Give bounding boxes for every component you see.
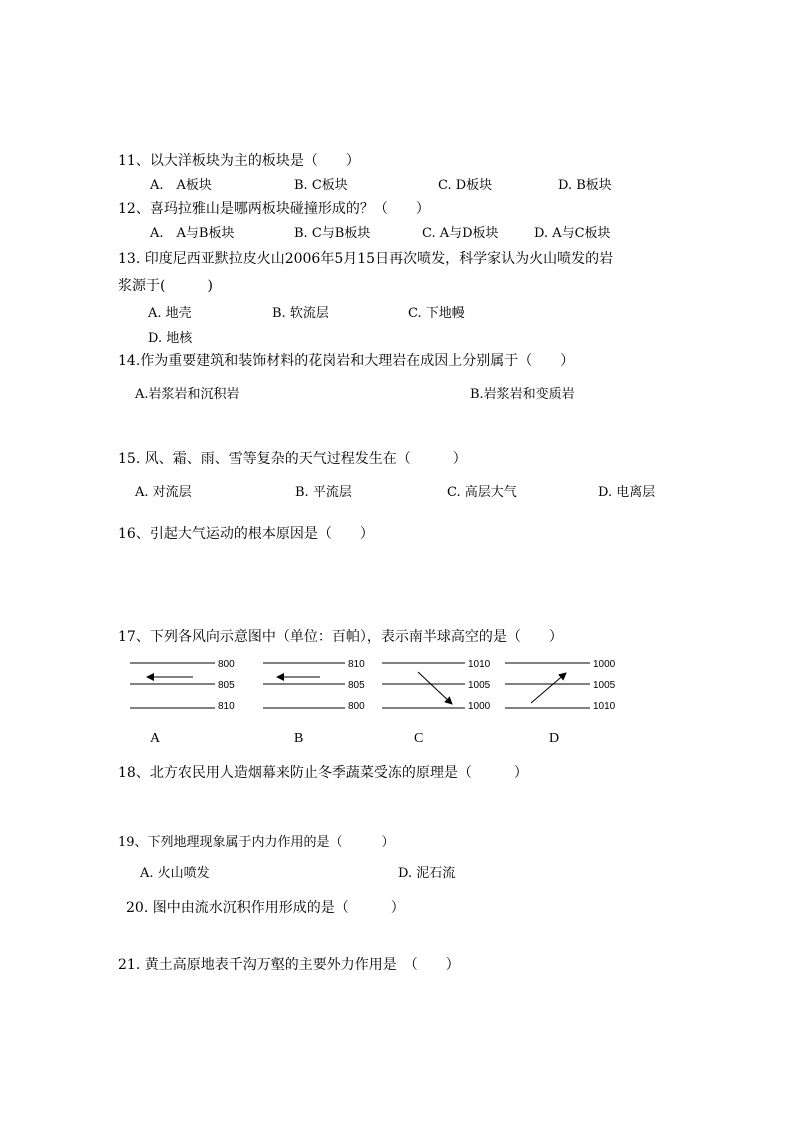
q19-option-a: A. 火山喷发 (140, 866, 210, 881)
isobar-label: 1005 (468, 680, 491, 691)
diagram-label-b: B (294, 731, 304, 746)
q18-stem: 18、北方农民用人造烟幕来防止冬季蔬菜受冻的原理是（ ） (118, 765, 528, 781)
q14-option-a: A.岩浆岩和沉积岩 (135, 387, 240, 402)
isobar-label: 810 (218, 701, 235, 712)
q21-stem: 21. 黄土高原地表千沟万壑的主要外力作用是 （ ） (118, 957, 460, 973)
isobar-label: 1000 (468, 701, 491, 712)
isobar-label: 800 (348, 701, 365, 712)
isobar-label: 805 (348, 680, 365, 691)
q15-stem: 15. 风、霜、雨、雪等复杂的天气过程发生在（ ） (118, 451, 467, 467)
q15-option-d: D. 电离层 (598, 485, 656, 500)
q12-option-c: C. A与D板块 (422, 226, 499, 241)
q11-option-d: D. B板块 (558, 178, 612, 193)
q11-option-c: C. D板块 (438, 178, 493, 193)
isobar-label: 805 (218, 680, 235, 691)
diagram-a (130, 659, 235, 712)
q17-stem: 17、下列各风向示意图中（单位：百帕），表示南半球高空的是（ ） (118, 629, 563, 645)
q12-option-d: D. A与C板块 (534, 226, 611, 241)
q14-option-b: B.岩浆岩和变质岩 (470, 387, 575, 402)
isobar-label: 800 (218, 659, 235, 670)
isobar-label: 1005 (593, 680, 616, 691)
q11-option-b: B. C板块 (294, 178, 348, 193)
q15-option-b: B. 平流层 (295, 485, 352, 500)
wind-arrow (418, 672, 452, 704)
q11-stem: 11、以大洋板块为主的板块是（ ） (118, 153, 360, 169)
q12-option-a: A. A与B板块 (150, 226, 235, 241)
q19-option-d: D. 泥石流 (398, 866, 456, 881)
q13-stem-line2: 浆源于( ) (118, 278, 213, 294)
q11-option-a: A. A板块 (150, 178, 212, 193)
diagram-c (382, 659, 491, 712)
diagram-d (505, 659, 616, 712)
wind-arrow (531, 673, 566, 703)
q15-option-a: A. 对流层 (135, 485, 192, 500)
diagram-label-d: D (549, 731, 560, 746)
q13-option-b: B. 软流层 (272, 306, 329, 321)
q13-option-a: A. 地壳 (148, 306, 192, 321)
isobar-label: 1000 (593, 659, 616, 670)
isobar-label: 1010 (593, 701, 616, 712)
isobar-label: 810 (348, 659, 365, 670)
q15-option-c: C. 高层大气 (447, 485, 517, 500)
diagram-label-a: A (150, 731, 161, 746)
q12-option-b: B. C与B板块 (294, 226, 371, 241)
q19-stem: 19、下列地理现象属于内力作用的是（ ） (118, 835, 395, 850)
q13-option-c: C. 下地幔 (408, 306, 465, 321)
q20-stem: 20. 图中由流水沉积作用形成的是（ ） (126, 900, 405, 916)
q16-stem: 16、引起大气运动的根本原因是（ ） (118, 526, 374, 542)
q14-stem: 14.作为重要建筑和装饰材料的花岗岩和大理岩在成因上分别属于（ ） (118, 353, 575, 369)
isobar-label: 1010 (468, 659, 491, 670)
q13-option-d: D. 地核 (148, 331, 193, 346)
q13-stem-line1: 13. 印度尼西亚默拉皮火山2006年5月15日再次喷发，科学家认为火山喷发的岩 (118, 251, 614, 267)
q12-stem: 12、喜玛拉雅山是哪两板块碰撞形成的？（ ） (118, 201, 430, 217)
diagram-b (263, 659, 365, 712)
diagram-label-c: C (414, 731, 424, 746)
